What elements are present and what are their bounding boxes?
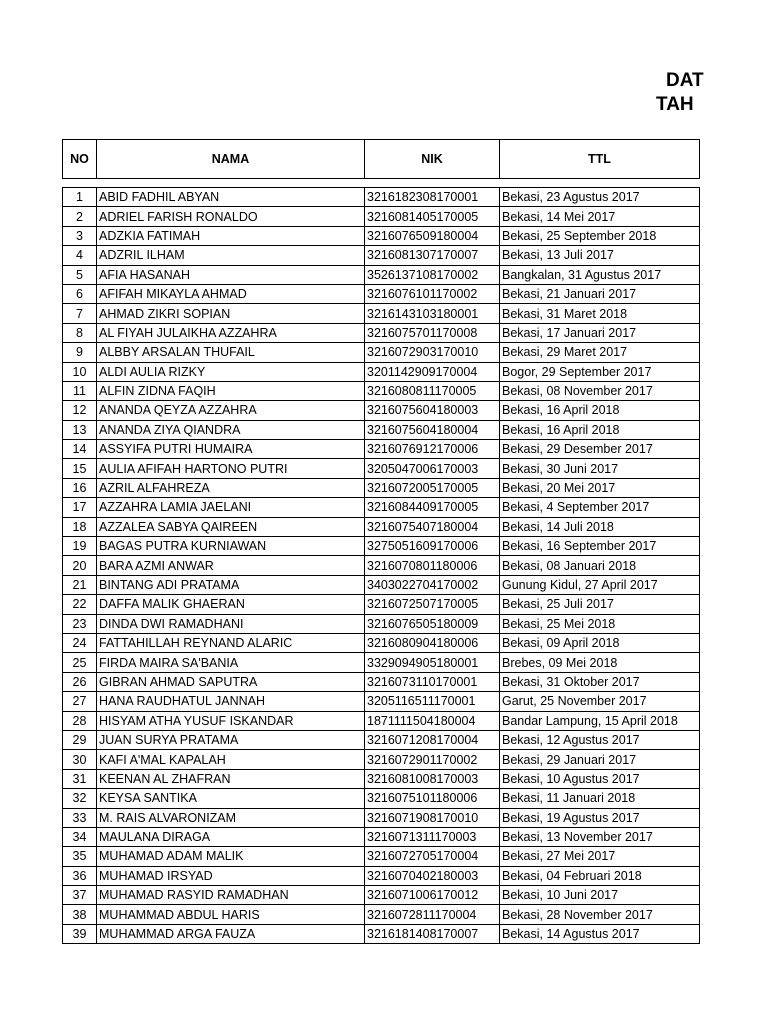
- table-row: [63, 905, 700, 924]
- cell-ttl: Bekasi, 16 April 2018: [500, 420, 700, 439]
- cell-ttl: Bekasi, 19 Agustus 2017: [500, 808, 700, 827]
- cell-no: 29: [63, 730, 97, 749]
- cell-nik: 3216182308170001: [365, 188, 500, 207]
- table-row: [63, 672, 700, 691]
- cell-ttl: Bekasi, 4 September 2017: [500, 498, 700, 517]
- cell-no: 14: [63, 440, 97, 459]
- cell-nama: KEYSA SANTIKA: [97, 789, 365, 808]
- cell-nama: MAULANA DIRAGA: [97, 827, 365, 846]
- cell-no: 31: [63, 769, 97, 788]
- cell-no: 18: [63, 517, 97, 536]
- cell-nama: ANANDA QEYZA AZZAHRA: [97, 401, 365, 420]
- cell-no: 11: [63, 381, 97, 400]
- cell-nik: 3216181408170007: [365, 924, 500, 943]
- cell-nik: 3216072811170004: [365, 905, 500, 924]
- table-row: [63, 537, 700, 556]
- table-row: [63, 381, 700, 400]
- table-row: [63, 478, 700, 497]
- column-header-nama: NAMA: [97, 140, 365, 179]
- cell-ttl: Bekasi, 14 Juli 2018: [500, 517, 700, 536]
- cell-ttl: Bekasi, 29 Januari 2017: [500, 750, 700, 769]
- cell-nama: BINTANG ADI PRATAMA: [97, 575, 365, 594]
- cell-no: 27: [63, 692, 97, 711]
- cell-nik: 3216080904180006: [365, 633, 500, 652]
- cell-ttl: Bekasi, 08 Januari 2018: [500, 556, 700, 575]
- table-body: [63, 188, 700, 944]
- cell-nama: MUHAMMAD ARGA FAUZA: [97, 924, 365, 943]
- cell-no: 16: [63, 478, 97, 497]
- cell-nik: 3216071006170012: [365, 886, 500, 905]
- cell-nama: MUHAMAD ADAM MALIK: [97, 847, 365, 866]
- cell-nik: 3205047006170003: [365, 459, 500, 478]
- cell-nama: AZZAHRA LAMIA JAELANI: [97, 498, 365, 517]
- cell-nik: 3216075407180004: [365, 517, 500, 536]
- cell-ttl: Bekasi, 28 November 2017: [500, 905, 700, 924]
- cell-nik: 3205116511170001: [365, 692, 500, 711]
- table-row: [63, 789, 700, 808]
- cell-nama: AL FIYAH JULAIKHA AZZAHRA: [97, 323, 365, 342]
- cell-no: 32: [63, 789, 97, 808]
- cell-no: 20: [63, 556, 97, 575]
- cell-no: 34: [63, 827, 97, 846]
- cell-no: 24: [63, 633, 97, 652]
- cell-nama: BAGAS PUTRA KURNIAWAN: [97, 537, 365, 556]
- cell-nik: 3216080811170005: [365, 381, 500, 400]
- cell-no: 15: [63, 459, 97, 478]
- table-row: [63, 575, 700, 594]
- cell-nik: 3403022704170002: [365, 575, 500, 594]
- cell-nik: 3216075101180006: [365, 789, 500, 808]
- cell-ttl: Bekasi, 25 September 2018: [500, 226, 700, 245]
- table-row: [63, 246, 700, 265]
- cell-no: 10: [63, 362, 97, 381]
- cell-ttl: Bekasi, 20 Mei 2017: [500, 478, 700, 497]
- cell-no: 23: [63, 614, 97, 633]
- table-row: [63, 556, 700, 575]
- cell-no: 9: [63, 343, 97, 362]
- cell-ttl: Bekasi, 31 Maret 2018: [500, 304, 700, 323]
- cell-nik: 3216143103180001: [365, 304, 500, 323]
- table-row: [63, 207, 700, 226]
- table-row: [63, 653, 700, 672]
- cell-nik: 3201142909170004: [365, 362, 500, 381]
- cell-no: 22: [63, 595, 97, 614]
- table-row: [63, 284, 700, 303]
- cell-nama: AFIA HASANAH: [97, 265, 365, 284]
- table-row: [63, 866, 700, 885]
- cell-ttl: Bekasi, 04 Februari 2018: [500, 866, 700, 885]
- cell-nik: 3216081307170007: [365, 246, 500, 265]
- cell-nama: MUHAMAD RASYID RAMADHAN: [97, 886, 365, 905]
- cell-ttl: Bogor, 29 September 2017: [500, 362, 700, 381]
- column-header-nik: NIK: [365, 140, 500, 179]
- table-header: [62, 139, 700, 179]
- cell-no: 8: [63, 323, 97, 342]
- cell-no: 4: [63, 246, 97, 265]
- cell-no: 28: [63, 711, 97, 730]
- cell-nik: 3216071908170010: [365, 808, 500, 827]
- cell-nama: AULIA AFIFAH HARTONO PUTRI: [97, 459, 365, 478]
- cell-ttl: Bekasi, 29 Maret 2017: [500, 343, 700, 362]
- cell-nama: ANANDA ZIYA QIANDRA: [97, 420, 365, 439]
- table-row: [63, 188, 700, 207]
- cell-nik: 3216072705170004: [365, 847, 500, 866]
- cell-nama: ABID FADHIL ABYAN: [97, 188, 365, 207]
- cell-nama: KEENAN AL ZHAFRAN: [97, 769, 365, 788]
- cell-nik: 3216072901170002: [365, 750, 500, 769]
- title-line-2: TAH: [656, 94, 694, 115]
- table-row: [63, 886, 700, 905]
- cell-no: 25: [63, 653, 97, 672]
- cell-nama: ADZKIA FATIMAH: [97, 226, 365, 245]
- table-row: [63, 265, 700, 284]
- cell-nik: 3216075701170008: [365, 323, 500, 342]
- cell-nama: M. RAIS ALVARONIZAM: [97, 808, 365, 827]
- cell-no: 38: [63, 905, 97, 924]
- cell-no: 7: [63, 304, 97, 323]
- table-row: [63, 827, 700, 846]
- cell-ttl: Bandar Lampung, 15 April 2018: [500, 711, 700, 730]
- cell-nik: 3216075604180004: [365, 420, 500, 439]
- cell-no: 19: [63, 537, 97, 556]
- cell-ttl: Bekasi, 29 Desember 2017: [500, 440, 700, 459]
- cell-nik: 3329094905180001: [365, 653, 500, 672]
- cell-ttl: Bekasi, 12 Agustus 2017: [500, 730, 700, 749]
- cell-nik: 3216071311170003: [365, 827, 500, 846]
- cell-no: 17: [63, 498, 97, 517]
- cell-no: 30: [63, 750, 97, 769]
- cell-nama: MUHAMAD IRSYAD: [97, 866, 365, 885]
- cell-ttl: Bekasi, 13 November 2017: [500, 827, 700, 846]
- cell-ttl: Bekasi, 25 Juli 2017: [500, 595, 700, 614]
- cell-nama: KAFI A'MAL KAPALAH: [97, 750, 365, 769]
- cell-no: 35: [63, 847, 97, 866]
- cell-nama: GIBRAN AHMAD SAPUTRA: [97, 672, 365, 691]
- cell-ttl: Bekasi, 14 Mei 2017: [500, 207, 700, 226]
- cell-ttl: Bekasi, 30 Juni 2017: [500, 459, 700, 478]
- table-row: [63, 730, 700, 749]
- cell-nik: 3216075604180003: [365, 401, 500, 420]
- table-row: [63, 401, 700, 420]
- cell-ttl: Bekasi, 09 April 2018: [500, 633, 700, 652]
- cell-nik: 3216076912170006: [365, 440, 500, 459]
- table-row: [63, 595, 700, 614]
- cell-nik: 3216081008170003: [365, 769, 500, 788]
- cell-nik: 3216072507170005: [365, 595, 500, 614]
- cell-no: 26: [63, 672, 97, 691]
- cell-nik: 3216081405170005: [365, 207, 500, 226]
- cell-no: 21: [63, 575, 97, 594]
- cell-nik: 3216073110170001: [365, 672, 500, 691]
- cell-nama: DAFFA MALIK GHAERAN: [97, 595, 365, 614]
- table-row: [63, 769, 700, 788]
- cell-nama: FATTAHILLAH REYNAND ALARIC: [97, 633, 365, 652]
- cell-ttl: Bekasi, 16 April 2018: [500, 401, 700, 420]
- table-row: [63, 343, 700, 362]
- cell-nama: AZRIL ALFAHREZA: [97, 478, 365, 497]
- cell-nama: AZZALEA SABYA QAIREEN: [97, 517, 365, 536]
- cell-nik: 3216076101170002: [365, 284, 500, 303]
- cell-nama: JUAN SURYA PRATAMA: [97, 730, 365, 749]
- cell-nik: 3216076509180004: [365, 226, 500, 245]
- cell-nama: ADRIEL FARISH RONALDO: [97, 207, 365, 226]
- cell-ttl: Bekasi, 13 Juli 2017: [500, 246, 700, 265]
- table-row: [63, 692, 700, 711]
- cell-nama: HISYAM ATHA YUSUF ISKANDAR: [97, 711, 365, 730]
- cell-ttl: Bekasi, 23 Agustus 2017: [500, 188, 700, 207]
- data-table: [62, 187, 700, 944]
- cell-ttl: Bekasi, 25 Mei 2018: [500, 614, 700, 633]
- cell-ttl: Bekasi, 21 Januari 2017: [500, 284, 700, 303]
- cell-nama: ASSYIFA PUTRI HUMAIRA: [97, 440, 365, 459]
- cell-ttl: Bekasi, 17 Januari 2017: [500, 323, 700, 342]
- title-line-1: DAT: [666, 70, 704, 91]
- cell-no: 13: [63, 420, 97, 439]
- cell-nama: ADZRIL ILHAM: [97, 246, 365, 265]
- table-row: [63, 304, 700, 323]
- cell-no: 3: [63, 226, 97, 245]
- cell-nama: AFIFAH MIKAYLA AHMAD: [97, 284, 365, 303]
- cell-ttl: Bekasi, 08 November 2017: [500, 381, 700, 400]
- table-row: [63, 362, 700, 381]
- cell-nik: 3216071208170004: [365, 730, 500, 749]
- column-header-no: NO: [63, 140, 97, 179]
- cell-no: 39: [63, 924, 97, 943]
- table-row: [63, 226, 700, 245]
- cell-nama: DINDA DWI RAMADHANI: [97, 614, 365, 633]
- cell-ttl: Bekasi, 10 Juni 2017: [500, 886, 700, 905]
- table-row: [63, 459, 700, 478]
- cell-nama: AHMAD ZIKRI SOPIAN: [97, 304, 365, 323]
- table-row: [63, 808, 700, 827]
- cell-nama: ALFIN ZIDNA FAQIH: [97, 381, 365, 400]
- cell-ttl: Brebes, 09 Mei 2018: [500, 653, 700, 672]
- cell-no: 5: [63, 265, 97, 284]
- cell-no: 6: [63, 284, 97, 303]
- header-row: [63, 140, 700, 179]
- cell-nama: MUHAMMAD ABDUL HARIS: [97, 905, 365, 924]
- cell-ttl: Bekasi, 10 Agustus 2017: [500, 769, 700, 788]
- column-header-ttl: TTL: [500, 140, 700, 179]
- table-row: [63, 847, 700, 866]
- table-row: [63, 614, 700, 633]
- cell-no: 2: [63, 207, 97, 226]
- cell-ttl: Bekasi, 16 September 2017: [500, 537, 700, 556]
- table-row: [63, 440, 700, 459]
- cell-nik: 3216070801180006: [365, 556, 500, 575]
- cell-nik: 3216070402180003: [365, 866, 500, 885]
- cell-ttl: Gunung Kidul, 27 April 2017: [500, 575, 700, 594]
- cell-nama: ALBBY ARSALAN THUFAIL: [97, 343, 365, 362]
- cell-no: 36: [63, 866, 97, 885]
- table-row: [63, 498, 700, 517]
- table-row: [63, 711, 700, 730]
- cell-no: 12: [63, 401, 97, 420]
- cell-nik: 3526137108170002: [365, 265, 500, 284]
- cell-nik: 3216084409170005: [365, 498, 500, 517]
- cell-ttl: Bekasi, 11 Januari 2018: [500, 789, 700, 808]
- cell-no: 37: [63, 886, 97, 905]
- table-row: [63, 924, 700, 943]
- document-title: [0, 70, 768, 122]
- cell-nik: 3216072005170005: [365, 478, 500, 497]
- cell-ttl: Bekasi, 31 Oktober 2017: [500, 672, 700, 691]
- cell-ttl: Bekasi, 14 Agustus 2017: [500, 924, 700, 943]
- cell-nik: 3275051609170006: [365, 537, 500, 556]
- cell-ttl: Garut, 25 November 2017: [500, 692, 700, 711]
- cell-nama: ALDI AULIA RIZKY: [97, 362, 365, 381]
- table-row: [63, 633, 700, 652]
- cell-nama: HANA RAUDHATUL JANNAH: [97, 692, 365, 711]
- cell-nik: 3216072903170010: [365, 343, 500, 362]
- table-row: [63, 420, 700, 439]
- cell-nama: BARA AZMI ANWAR: [97, 556, 365, 575]
- table-row: [63, 750, 700, 769]
- table-row: [63, 323, 700, 342]
- cell-ttl: Bekasi, 27 Mei 2017: [500, 847, 700, 866]
- table-row: [63, 517, 700, 536]
- cell-ttl: Bangkalan, 31 Agustus 2017: [500, 265, 700, 284]
- cell-no: 1: [63, 188, 97, 207]
- cell-nama: FIRDA MAIRA SA'BANIA: [97, 653, 365, 672]
- cell-no: 33: [63, 808, 97, 827]
- cell-nik: 1871111504180004: [365, 711, 500, 730]
- cell-nik: 3216076505180009: [365, 614, 500, 633]
